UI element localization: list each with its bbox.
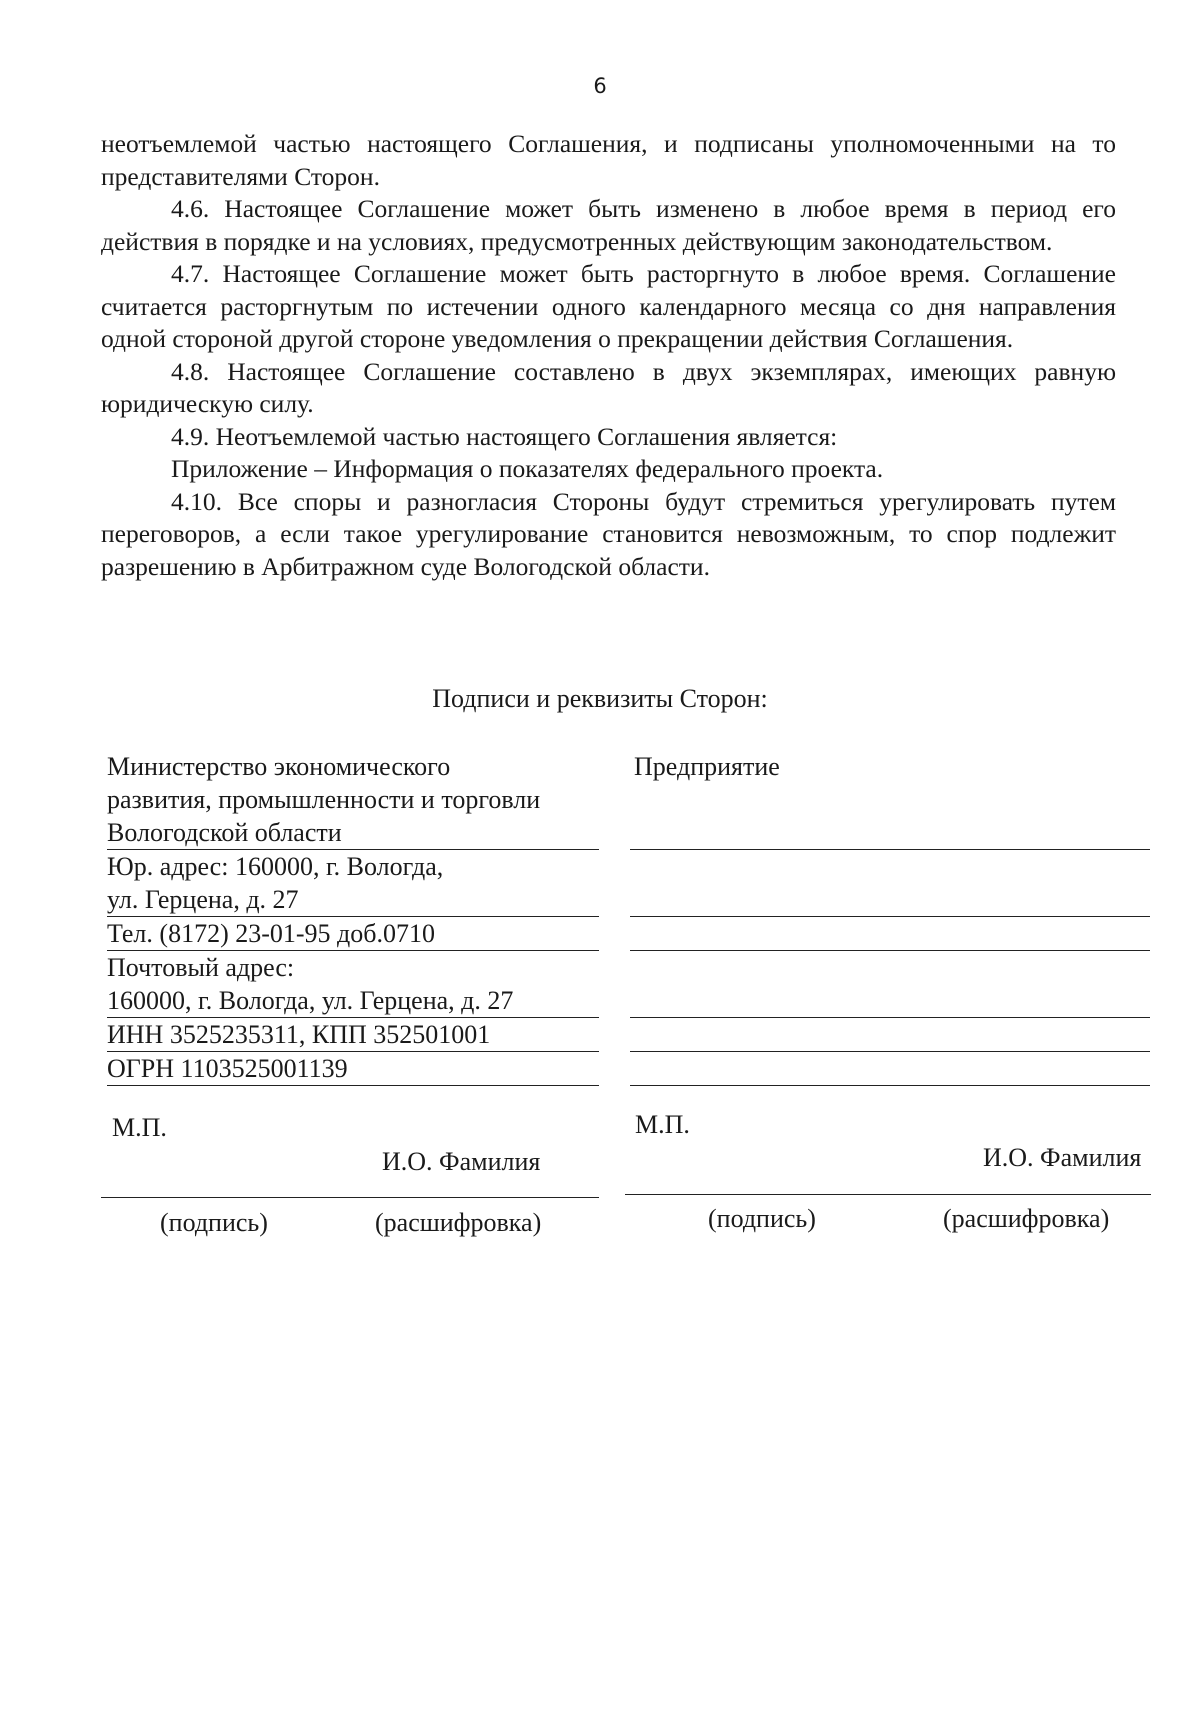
requisite-row-blank [630,917,1150,951]
requisite-row-name [107,750,599,850]
requisite-line: Почтовый адрес: [107,953,295,982]
requisite-row-phone [107,917,599,951]
requisite-line: Вологодской области [107,818,342,847]
party-name: Предприятие [634,752,780,781]
requisite-line: 160000, г. Вологда, ул. Герцена, д. 27 [107,986,514,1015]
left-party-requisites [107,750,599,1086]
requisite-line: ОГРН 1103525001139 [107,1054,348,1083]
left-stamp-mark: М.П. [112,1113,167,1142]
requisite-line: Министерство экономического [107,752,451,781]
right-caption-signature: (подпись) [708,1204,816,1233]
requisite-line: Юр. адрес: 160000, г. Вологда, [107,852,444,881]
requisite-line: ИНН 3525235311, КПП 352501001 [107,1020,491,1049]
requisite-line: ул. Герцена, д. 27 [107,885,299,914]
agreement-text [101,128,1116,583]
right-signer-name: И.О. Фамилия [983,1143,1142,1172]
requisite-line: Тел. (8172) 23-01-95 доб.0710 [107,919,435,948]
requisite-row-blank [630,951,1150,1018]
left-caption-signature: (подпись) [160,1208,268,1237]
left-signer-name: И.О. Фамилия [382,1147,541,1176]
requisite-row-ogrn [107,1052,599,1086]
requisite-row-postal-address [107,951,599,1018]
signatures-title: Подписи и реквизиты Сторон: [432,684,768,713]
paragraph-continuation: неотъемлемой частью настоящего Соглашения, и подписаны уполномоченными на то представителями Сторон. [101,129,1116,191]
paragraph-appendix: Приложение – Информация о показателях федерального проекта. [171,454,884,483]
paragraph-4-9: 4.9. Неотъемлемой частью настоящего Соглашения является: [171,421,838,451]
requisite-row-blank [630,1018,1150,1052]
requisite-row-blank [630,1052,1150,1086]
requisite-row-legal-address [107,850,599,917]
requisite-row-inn-kpp [107,1018,599,1052]
right-party-requisites [630,750,1150,1086]
page-number: 6 [593,74,607,98]
left-caption-decode: (расшифровка) [375,1208,542,1237]
right-signature-line [625,1194,1151,1195]
right-caption-decode: (расшифровка) [943,1204,1110,1233]
right-stamp-mark: М.П. [635,1110,690,1139]
paragraph-4-7: 4.7. Настоящее Соглашение может быть расторгнуто в любое время. Соглашение считается расторгнутым по истечении одного календарного месяца со дня направления одной стороной другой стороне уведомления о прекращении действия Соглашения. [101,259,1116,353]
requisite-row-blank [630,850,1150,917]
paragraph-4-6: 4.6. Настоящее Соглашение может быть изменено в любое время в период его действия в порядке и на условиях, предусмотренных действующим законодательством. [101,194,1116,256]
paragraph-4-10: 4.10. Все споры и разногласия Стороны будут стремиться урегулировать путем переговоров, а если такое урегулирование становится невозможным, то спор подлежит разрешению в Арбитражном суде Вологодской области. [101,486,1116,581]
requisite-line: развития, промышленности и торговли [107,785,541,814]
paragraph-4-8: 4.8. Настоящее Соглашение составлено в двух экземплярах, имеющих равную юридическую силу. [101,356,1116,418]
left-signature-line [101,1197,599,1198]
requisite-row-name [630,750,1150,850]
